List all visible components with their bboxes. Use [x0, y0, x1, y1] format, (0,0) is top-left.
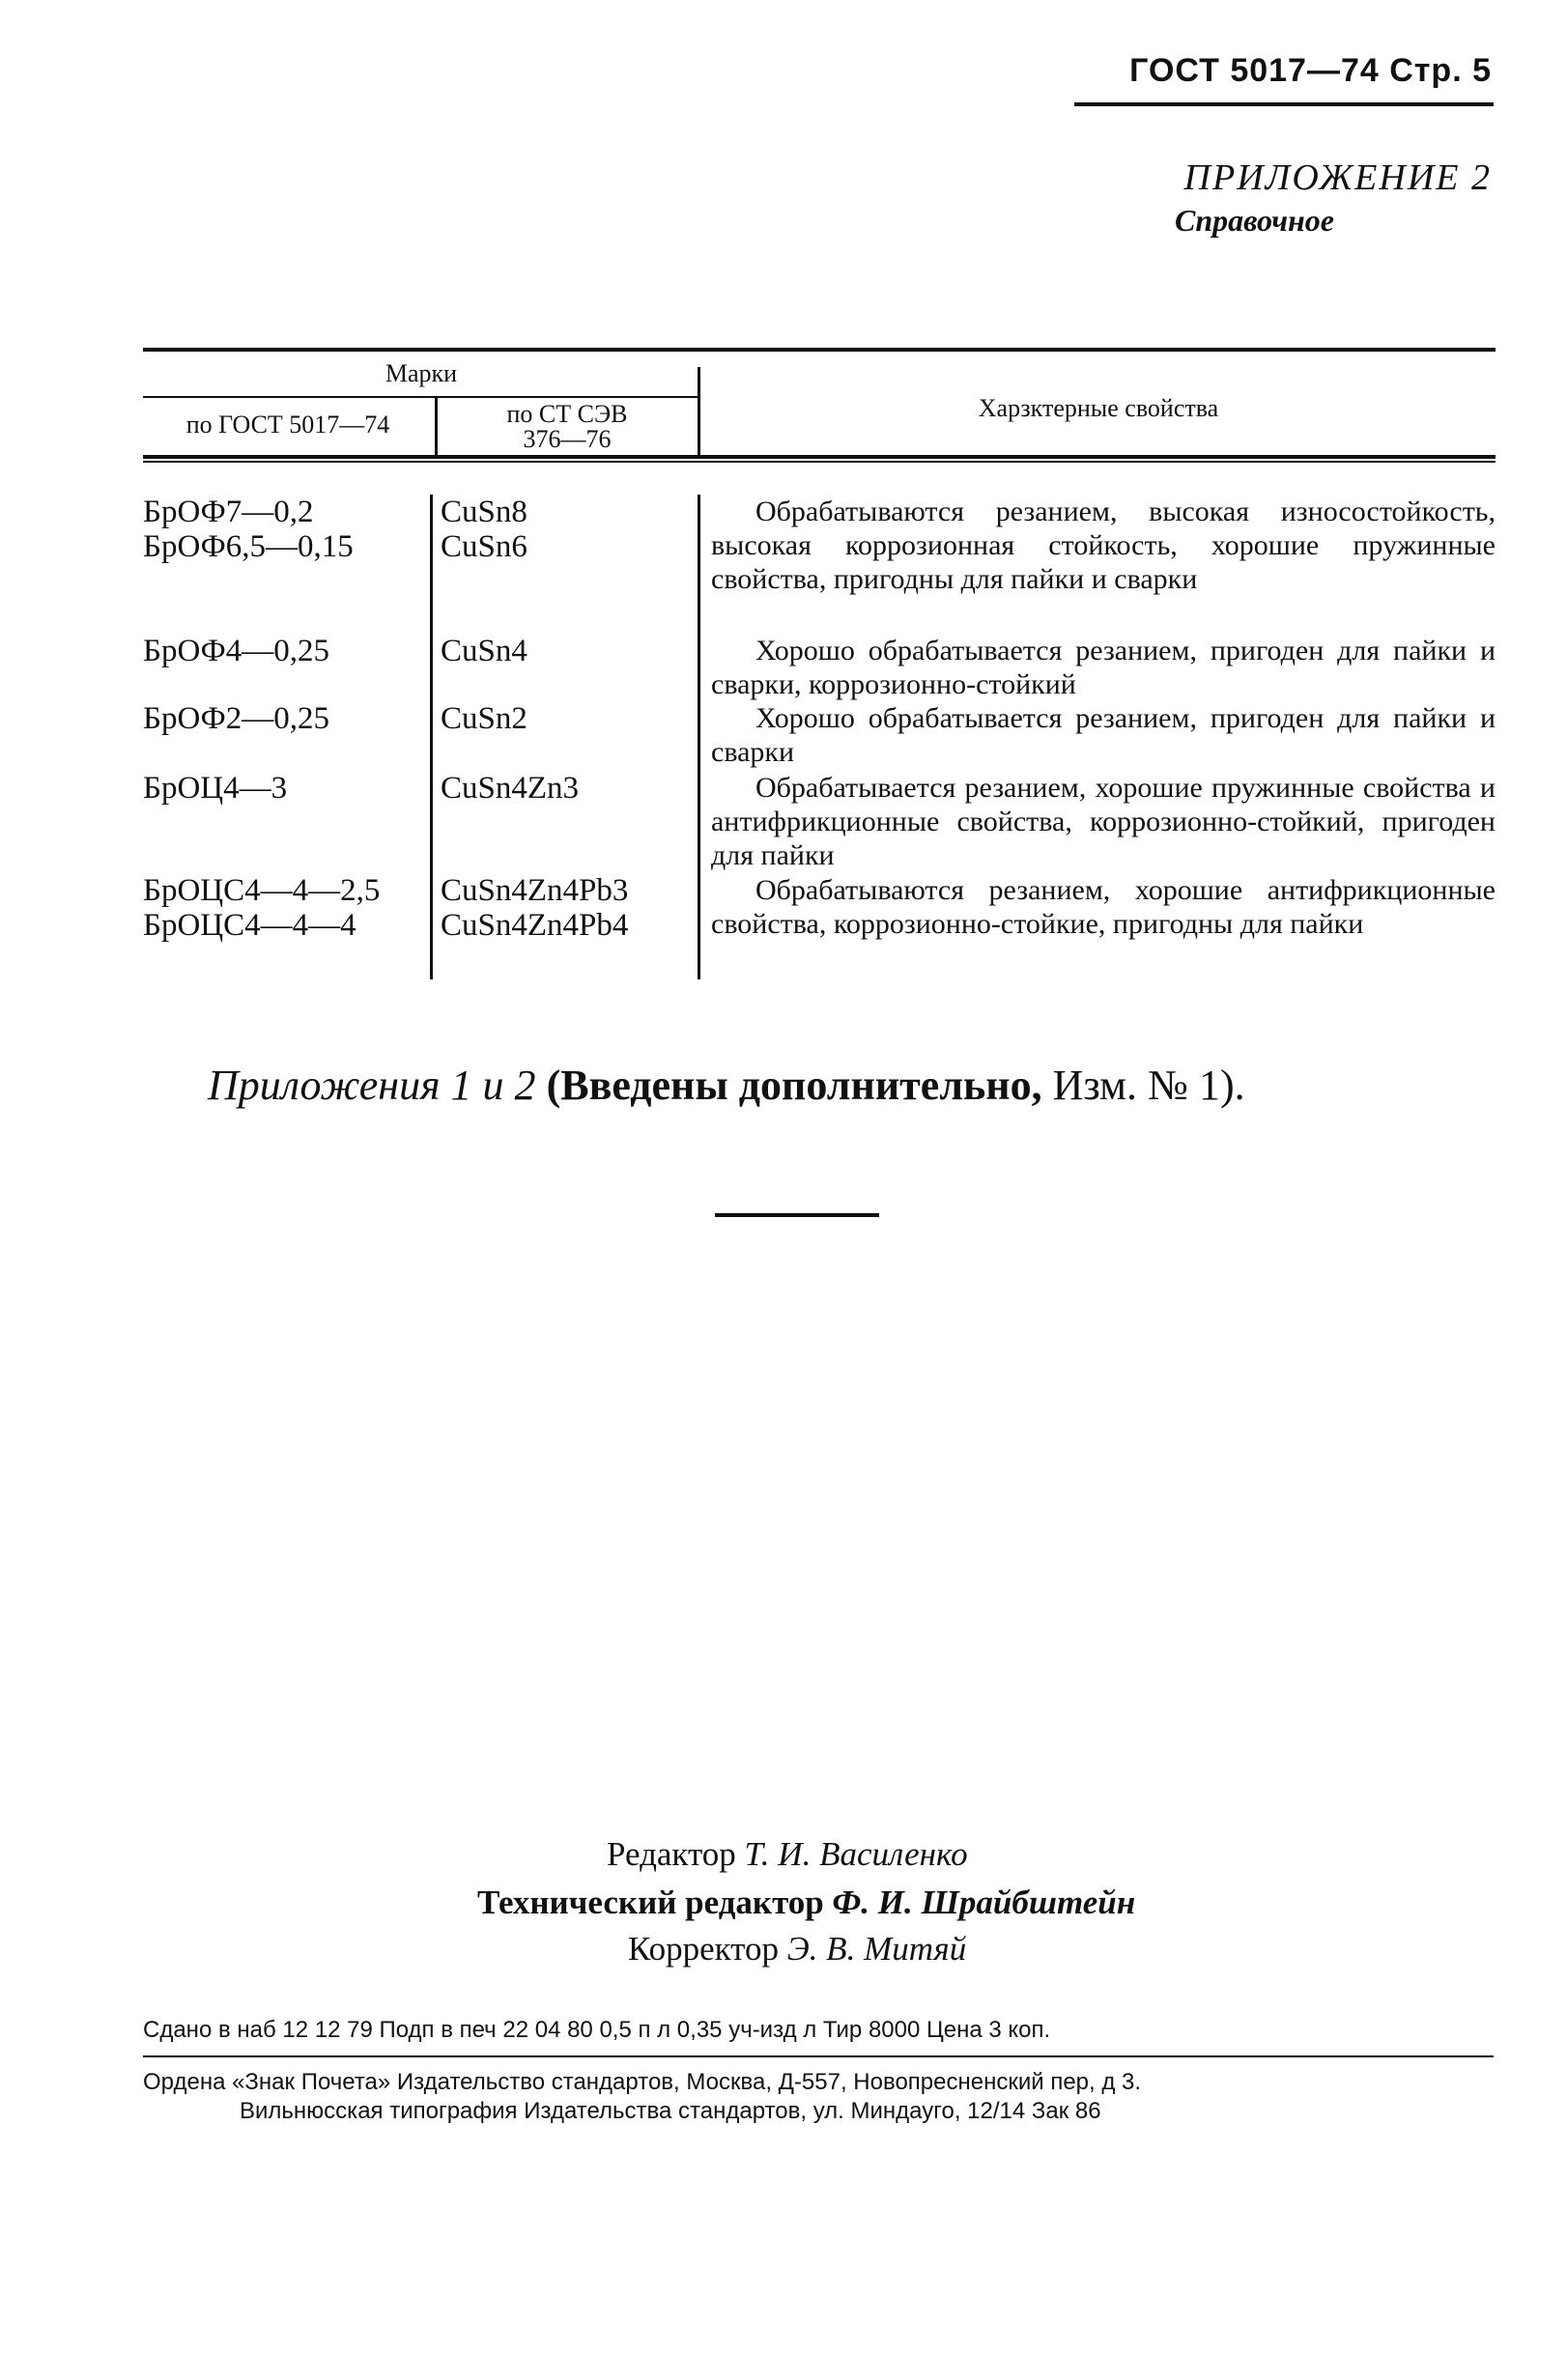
editor-credit [607, 1835, 968, 1874]
imprint-printer: Вильнюсская типография Издательства стандартов, ул. Миндауго, 12/14 Зак 86 [240, 2098, 1101, 2124]
grade-gost: БрОЦ4—3 [143, 771, 288, 806]
amendment-note [208, 1061, 1245, 1110]
imprint-rule [143, 2055, 1494, 2057]
running-head: ГОСТ 5017—74 Стр. 5 [1129, 52, 1492, 89]
corrector-credit [628, 1930, 966, 1969]
header-col-sev-1: по СТ СЭВ [506, 400, 628, 428]
grade-properties: Обрабатываются резанием, хорошие антифрикционные свойства, коррозионно-стойкие, пригодны для пайки [711, 874, 1496, 940]
grade-gost: БрОФ2—0,25 [143, 701, 330, 736]
header-col-gost: по ГОСТ 5017—74 [185, 411, 390, 439]
header-col-props: Харзктерные свойства [978, 394, 1219, 422]
tech-editor-name: Ф. И. Шрайбштейн [832, 1884, 1136, 1921]
separator-rule [715, 1213, 879, 1217]
appendix-subtitle: Справочное [1175, 203, 1334, 238]
grade-gost: БрОЦС4—4—4 [143, 908, 356, 943]
grade-properties: Хорошо обрабатывается резанием, пригоден для пайки и сварки, коррозионно-стойкий [711, 635, 1496, 700]
table-header-rule [143, 455, 1496, 459]
grade-sev: CuSn6 [441, 529, 527, 564]
grade-properties: Обрабатывается резанием, хорошие пружинные свойства и антифрикционные свойства, коррозионно-стойкий, пригоден для пайки [711, 772, 1496, 871]
table-subheader-rule [143, 396, 699, 398]
note-amendment: Изм. № 1). [1052, 1062, 1245, 1109]
grade-properties: Обрабатываются резанием, высокая износостойкость, высокая коррозионная стойкость, хорошие пружинные свойства, пригодны для пайки и сварки [711, 496, 1496, 595]
imprint-publisher: Ордена «Знак Почета» Издательство стандартов, Москва, Д-557, Новопресненский пер, д 3. [143, 2069, 1142, 2095]
editor-role: Редактор [607, 1835, 736, 1873]
imprint-print-data: Сдано в наб 12 12 79 Подп в печ 22 04 80 0,5 п л 0,35 уч-изд л Тир 8000 Цена 3 коп. [143, 2017, 1051, 2043]
grade-gost: БрОФ6,5—0,15 [143, 529, 354, 564]
corrector-role: Корректор [628, 1930, 780, 1968]
grade-sev: CuSn4Zn3 [441, 771, 580, 806]
header-rule [1074, 102, 1494, 106]
header-col-sev-2: 376—76 [523, 425, 612, 453]
grade-gost: БрОФ7—0,2 [143, 495, 314, 529]
grade-properties: Хорошо обрабатывается резанием, пригоден для пайки и сварки [711, 702, 1496, 768]
table-vline-1-body [430, 495, 433, 979]
table-top-rule [143, 348, 1496, 352]
grade-sev: CuSn4 [441, 634, 527, 668]
grade-sev: CuSn8 [441, 495, 527, 529]
tech-editor-role: Технический редактор [477, 1884, 824, 1921]
header-marks: Марки [385, 359, 458, 387]
table-header-rule-2 [143, 461, 1496, 463]
table-vline-1 [435, 398, 438, 456]
note-introduced: (Введены дополнительно, [546, 1062, 1042, 1109]
grade-sev: CuSn2 [441, 701, 527, 736]
grade-gost: БрОФ4—0,25 [143, 634, 330, 668]
tech-editor-credit [477, 1884, 1135, 1922]
corrector-name: Э. В. Митяй [786, 1930, 967, 1968]
grade-sev: CuSn4Zn4Pb4 [441, 908, 629, 943]
table-vline-2-body [698, 495, 700, 979]
grade-sev: CuSn4Zn4Pb3 [441, 873, 629, 908]
editor-name: Т. И. Василенко [744, 1835, 968, 1873]
grade-gost: БрОЦС4—4—2,5 [143, 873, 381, 908]
note-appendices: Приложения 1 и 2 [208, 1062, 536, 1109]
appendix-title: ПРИЛОЖЕНИЕ 2 [1183, 157, 1492, 198]
